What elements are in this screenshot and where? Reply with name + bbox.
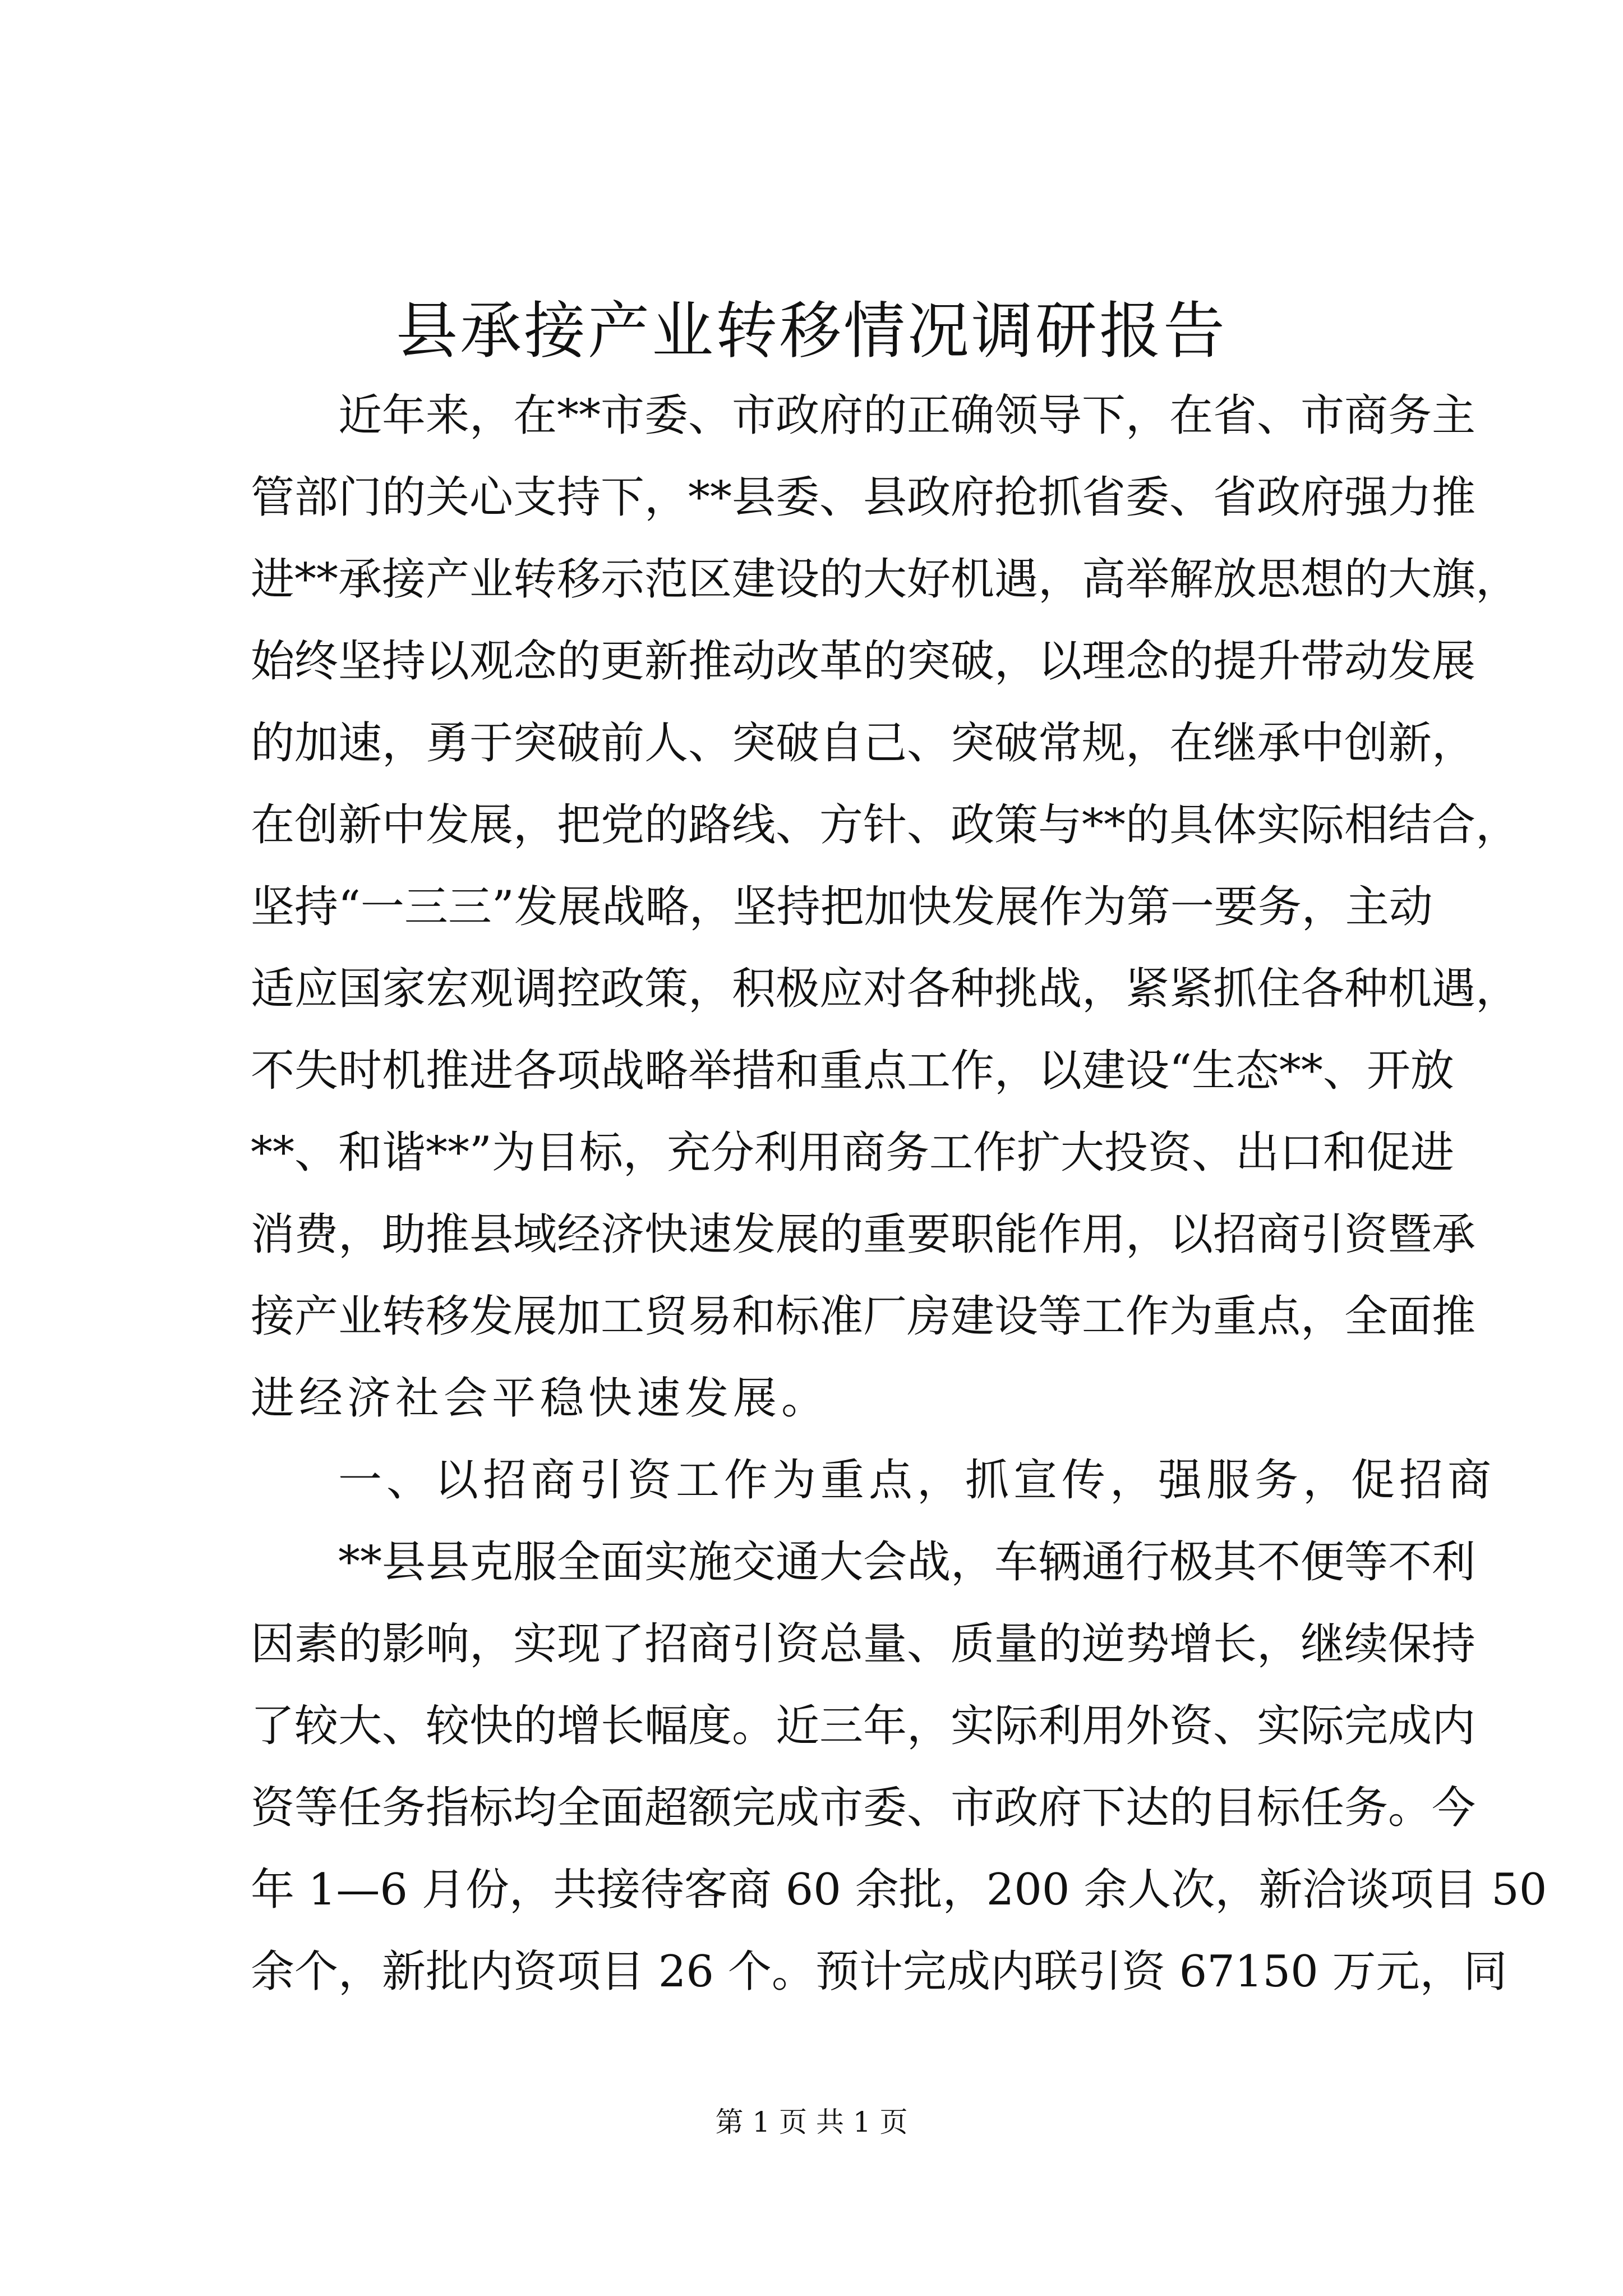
paragraph-line: 的加速，勇于突破前人、突破自己、突破常规，在继承中创新，	[251, 718, 1476, 769]
paragraph-line: 资等任务指标均全面超额完成市委、市政府下达的目标任务。今	[251, 1783, 1476, 1833]
paragraph-line: 进经济社会平稳快速发展。	[251, 1373, 830, 1424]
paragraph-line: **县县克服全面实施交通大会战，车辆通行极其不便等不利	[338, 1537, 1476, 1588]
paragraph-line: 进**承接产业转移示范区建设的大好机遇，高举解放思想的大旗，	[251, 554, 1520, 605]
document-body	[251, 375, 1547, 2013]
paragraph-line: 余个，新批内资项目 26 个。预计完成内联引资 67150 万元，同	[251, 1947, 1507, 1997]
section-heading: 一、以招商引资工作为重点，抓宣传，强服务，促招商	[338, 1455, 1496, 1506]
page-footer: 第 1 页 共 1 页	[715, 2106, 908, 2138]
paragraph-line: 管部门的关心支持下，**县委、县政府抢抓省委、省政府强力推	[251, 472, 1476, 523]
paragraph-line: 坚持“一三三”发展战略，坚持把加快发展作为第一要务，主动	[251, 882, 1433, 932]
paragraph-line: 近年来，在**市委、市政府的正确领导下，在省、市商务主	[338, 390, 1476, 441]
paragraph-line: 始终坚持以观念的更新推动改革的突破，以理念的提升带动发展	[251, 636, 1476, 687]
paragraph-line: 年 1—6 月份，共接待客商 60 余批，200 余人次，新洽谈项目 50	[251, 1865, 1547, 1915]
paragraph-line: 消费，助推县域经济快速发展的重要职能作用，以招商引资暨承	[251, 1209, 1476, 1260]
paragraph-line: 了较大、较快的增长幅度。近三年，实际利用外资、实际完成内	[251, 1701, 1476, 1751]
paragraph-line: 因素的影响，实现了招商引资总量、质量的逆势增长，继续保持	[251, 1619, 1476, 1669]
paragraph-line: 接产业转移发展加工贸易和标准厂房建设等工作为重点，全面推	[251, 1291, 1476, 1342]
document-title: 县承接产业转移情况调研报告	[396, 295, 1227, 367]
paragraph-line: 在创新中发展，把党的路线、方针、政策与**的具体实际相结合，	[251, 800, 1520, 850]
paragraph-line: 适应国家宏观调控政策，积极应对各种挑战，紧紧抓住各种机遇，	[251, 964, 1520, 1014]
paragraph-line: 不失时机推进各项战略举措和重点工作，以建设“生态**、开放	[251, 1046, 1454, 1096]
paragraph-line: **、和谐**”为目标，充分利用商务工作扩大投资、出口和促进	[251, 1128, 1454, 1178]
